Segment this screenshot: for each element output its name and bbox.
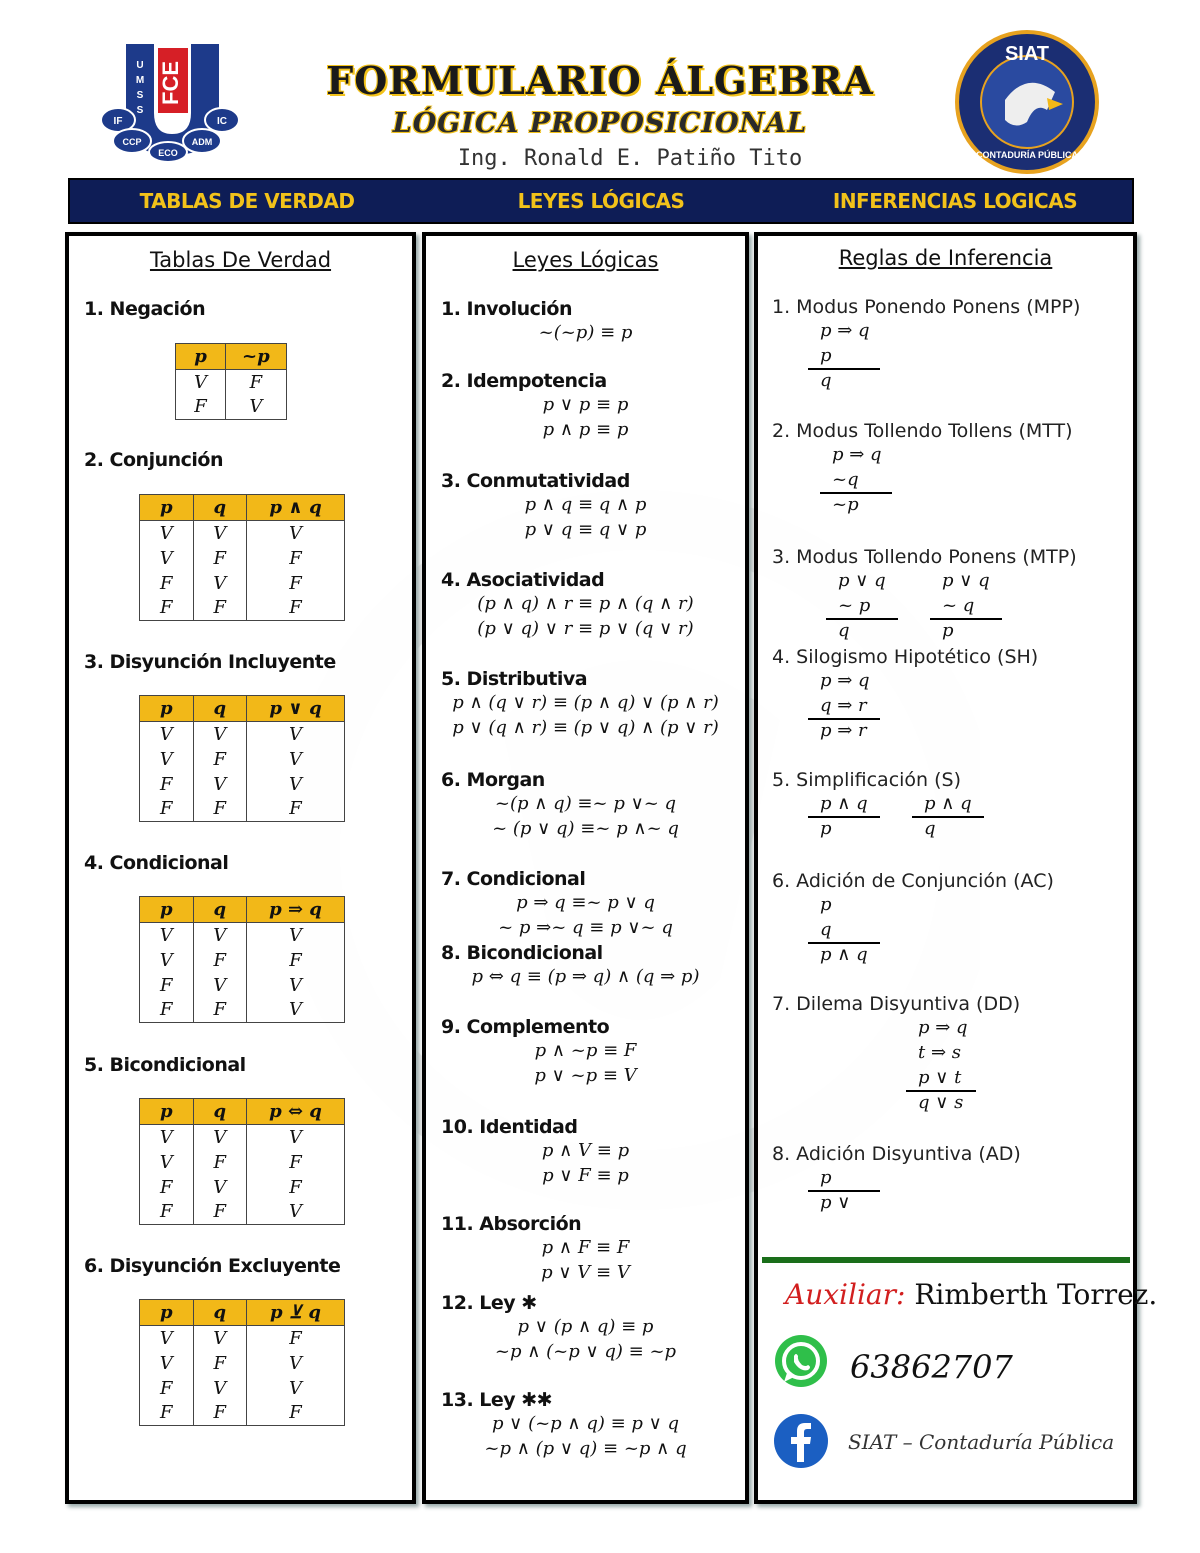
table-row [140,948,345,973]
table-cell: V [193,772,247,797]
truth-table [139,695,345,822]
table-header: p [140,1300,194,1326]
section-title: 3. Disyunción Incluyente [84,651,336,673]
conclusion: q [924,818,936,839]
premise: p [820,1167,832,1188]
table-header: p ⇒ q [247,897,345,923]
table-cell: V [193,722,247,747]
table-row [140,722,345,747]
premise: p ∧ q [820,793,868,814]
table-row [140,1326,345,1351]
table-row [140,1200,345,1225]
table-header: q [193,1300,247,1326]
law-formula: p ∨ q ≡ q ∨ p [524,519,647,540]
table-header: q [193,897,247,923]
table-header: p [140,1099,194,1125]
table-header: p [140,696,194,722]
table-cell: V [247,521,345,546]
premise: p ⇒ q [832,444,882,465]
fraction-line [808,816,880,818]
table-row [140,973,345,998]
premise: p ∨ t [918,1067,962,1088]
table-cell: V [193,1326,247,1351]
table-cell: F [247,596,345,621]
table-cell: V [140,521,194,546]
table-cell: V [226,395,287,420]
table-cell: V [140,948,194,973]
premise: ~ p [838,595,871,616]
law-title: 13. Ley ✱✱ [441,1389,553,1411]
section-title: 6. Disyunción Excluyente [84,1255,341,1277]
svg-text:CCP: CCP [122,137,142,147]
fce-umss-logo [100,38,245,163]
law-formula: p ∧ V ≡ p [541,1140,630,1161]
phone-number: 63862707 [850,1348,1013,1386]
table-row [140,1125,345,1150]
law-formula: p ∨ F ≡ p [542,1165,629,1186]
table-header: p ⇔ q [247,1099,345,1125]
truth-tables-panel [65,232,416,1504]
truth-table-negation [175,343,287,420]
rule-title: 6. Adición de Conjunción (AC) [772,870,1054,892]
table-cell: F [140,571,194,596]
table-cell: F [247,546,345,571]
table-header: p [140,897,194,923]
table-cell: F [176,395,226,420]
premise: p ∧ q [924,793,972,814]
fraction-line [826,618,898,620]
table-row [140,1175,345,1200]
table-header: p [140,495,194,521]
table-cell: V [193,571,247,596]
facebook-icon [770,1410,832,1472]
table-cell: V [247,1125,345,1150]
table-cell: F [193,747,247,772]
table-cell: V [193,1376,247,1401]
law-title: 6. Morgan [441,769,545,791]
table-cell: F [193,797,247,822]
table-header: p ∨ q [247,696,345,722]
whatsapp-icon [770,1330,832,1392]
table-header: ~p [226,344,287,370]
table-row [140,747,345,772]
premise: q ⇒ r [820,695,867,716]
table-cell: F [140,596,194,621]
table-cell: V [247,747,345,772]
table-cell: V [247,973,345,998]
premise: p [820,894,832,915]
table-cell: V [140,1150,194,1175]
table-row [140,521,345,546]
table-header: q [193,495,247,521]
premise: p ∨ q [942,570,990,591]
table-cell: F [193,948,247,973]
section-title: 4. Condicional [84,852,229,874]
table-cell: F [193,1351,247,1376]
svg-text:ECO: ECO [158,148,178,158]
svg-text:ADM: ADM [191,137,213,147]
conclusion: p [820,818,832,839]
svg-text:IC: IC [217,116,227,127]
table-cell: V [247,722,345,747]
premise: ~q [832,469,859,490]
table-row [140,596,345,621]
law-formula: p ∧ ~p ≡ F [534,1040,637,1061]
page-title: FORMULARIO ÁLGEBRA [326,58,874,103]
facebook-page: SIAT – Contaduría Pública [848,1430,1115,1454]
panel-title-leyes: Leyes Lógicas [512,248,659,272]
svg-text:SIAT: SIAT [1004,43,1050,65]
table-row [140,1401,345,1426]
table-row [140,1376,345,1401]
law-formula: ~(~p) ≡ p [538,322,633,343]
table-cell: F [247,948,345,973]
law-title: 12. Ley ✱ [441,1292,537,1314]
logic-laws-panel [422,232,749,1504]
section-nav [68,178,1134,224]
page-subtitle: LÓGICA PROPOSICIONAL [392,108,808,139]
svg-text:M: M [135,75,145,86]
law-formula: p ∨ ~p ≡ V [534,1065,637,1086]
svg-text:S: S [136,90,144,101]
table-cell: F [193,596,247,621]
law-formula: p ∨ p ≡ p [542,394,629,415]
panel-title-inferencia: Reglas de Inferencia [838,246,1053,270]
law-formula: p ∧ (q ∨ r) ≡ (p ∧ q) ∨ (p ∧ r) [452,692,719,713]
nav-tablas: TABLAS DE VERDAD [139,189,355,213]
table-cell: F [193,1150,247,1175]
law-title: 11. Absorción [441,1213,582,1235]
table-cell: F [140,1200,194,1225]
siat-logo [955,30,1100,175]
nav-leyes: LEYES LÓGICAS [517,189,685,213]
conclusion: p ⇒ r [820,720,867,741]
table-cell: V [247,998,345,1023]
table-cell: V [140,747,194,772]
fraction-line [930,618,1002,620]
truth-table [139,494,345,621]
law-formula: p ∨ (~p ∧ q) ≡ p ∨ q [491,1413,680,1434]
law-formula: ~p ∧ (~p ∨ q) ≡ ~p [494,1341,677,1362]
law-formula: ~ p ⇒~ q ≡ p ∨~ q [498,917,673,938]
conclusion: q [820,370,832,391]
table-row [140,1150,345,1175]
nav-inferencias: INFERENCIAS LOGICAS [832,189,1078,213]
law-formula: p ∨ (q ∧ r) ≡ (p ∨ q) ∧ (p ∨ r) [452,717,719,738]
table-cell: F [140,973,194,998]
table-row [140,571,345,596]
table-cell: F [140,1401,194,1426]
conclusion: p ∨ [820,1192,851,1213]
table-cell: F [247,797,345,822]
truth-table [139,1299,345,1426]
table-cell: V [193,973,247,998]
law-formula: (p ∧ q) ∧ r ≡ p ∧ (q ∧ r) [477,593,694,614]
table-cell: V [247,1376,345,1401]
law-formula: p ∧ p ≡ p [542,419,629,440]
premise: p ⇒ q [918,1017,968,1038]
table-cell: V [193,1125,247,1150]
fraction-line [912,816,984,818]
svg-text:CONTADURÍA PÚBLICA: CONTADURÍA PÚBLICA [976,150,1078,160]
table-cell: V [176,370,226,395]
author: Ing. Ronald E. Patiño Tito [457,146,803,171]
table-header: p [176,344,226,370]
conclusion: q ∨ s [918,1092,964,1113]
table-cell: V [140,923,194,948]
auxiliar-label: Auxiliar: [785,1278,906,1311]
law-formula: p ∧ q ≡ q ∧ p [524,494,647,515]
table-row [140,1351,345,1376]
table-cell: V [247,772,345,797]
law-title: 7. Condicional [441,868,586,890]
table-row [140,923,345,948]
table-cell: F [247,1150,345,1175]
rule-title: 4. Silogismo Hipotético (SH) [772,646,1039,668]
truth-table [139,896,345,1023]
table-cell: V [140,1351,194,1376]
law-title: 4. Asociatividad [441,569,605,591]
table-header: q [193,1099,247,1125]
table-cell: F [193,1200,247,1225]
law-formula: p ⇔ q ≡ (p ⇒ q) ∧ (q ⇒ p) [471,966,700,987]
table-row [140,546,345,571]
law-formula: p ∨ V ≡ V [541,1262,630,1283]
table-header: p ⊻ q [247,1300,345,1326]
table-cell: V [247,1200,345,1225]
premise: p [820,345,832,366]
rule-title: 1. Modus Ponendo Ponens (MPP) [772,296,1081,318]
law-title: 9. Complemento [441,1016,610,1038]
table-cell: F [140,1175,194,1200]
law-formula: (p ∨ q) ∨ r ≡ p ∨ (q ∨ r) [477,618,694,639]
table-cell: F [226,370,287,395]
rule-title: 2. Modus Tollendo Tollens (MTT) [772,420,1073,442]
section-title: 2. Conjunción [84,449,223,471]
table-cell: F [247,1401,345,1426]
auxiliar-credit [785,1278,1157,1311]
table-cell: F [193,1401,247,1426]
rule-title: 7. Dilema Disyuntiva (DD) [772,993,1021,1015]
premise: p ∨ q [838,570,886,591]
section-title: 1. Negación [84,298,206,320]
conclusion: p ∧ q [820,944,868,965]
law-title: 8. Bicondicional [441,942,603,964]
truth-table [139,1098,345,1225]
premise: p ⇒ q [820,670,870,691]
table-cell: V [247,923,345,948]
law-title: 3. Conmutatividad [441,470,630,492]
panel-title-tablas: Tablas De Verdad [149,248,332,272]
table-cell: F [140,797,194,822]
premise: t ⇒ s [918,1042,961,1063]
law-title: 10. Identidad [441,1116,578,1138]
rule-title: 5. Simplificación (S) [772,769,962,791]
conclusion: q [838,620,850,641]
rule-title: 8. Adición Disyuntiva (AD) [772,1143,1021,1165]
table-cell: F [140,772,194,797]
svg-text:FCE: FCE [158,61,183,105]
svg-text:U: U [136,60,144,71]
inference-panel [754,232,1137,1504]
table-row [140,998,345,1023]
table-row [176,370,287,395]
law-formula: p ∧ F ≡ F [541,1237,630,1258]
table-cell: F [193,546,247,571]
law-title: 1. Involución [441,298,572,320]
table-cell: V [140,722,194,747]
conclusion: p [942,620,954,641]
law-formula: ~ (p ∨ q) ≡~ p ∧~ q [492,818,679,839]
conclusion: ~p [832,494,859,515]
auxiliar-name: Rimberth Torrez. [914,1278,1158,1311]
table-cell: F [247,1326,345,1351]
law-formula: ~(p ∧ q) ≡~ p ∨~ q [494,793,677,814]
table-cell: V [247,1351,345,1376]
table-cell: V [140,1125,194,1150]
table-cell: V [193,1175,247,1200]
svg-text:S: S [136,105,144,116]
law-title: 5. Distributiva [441,668,588,690]
table-row [140,772,345,797]
table-row [176,395,287,420]
svg-text:IF: IF [113,116,123,127]
table-cell: F [140,998,194,1023]
divider [762,1257,1130,1263]
table-cell: V [193,923,247,948]
table-cell: V [140,546,194,571]
premise: q [820,919,832,940]
fraction-line [808,368,880,370]
section-title: 5. Bicondicional [84,1054,246,1076]
premise: ~ q [942,595,975,616]
law-formula: p ⇒ q ≡~ p ∨ q [516,892,655,913]
table-header: p ∧ q [247,495,345,521]
law-formula: ~p ∧ (p ∨ q) ≡ ~p ∧ q [484,1438,687,1459]
table-header: q [193,696,247,722]
table-cell: F [247,1175,345,1200]
table-cell: F [140,1376,194,1401]
table-cell: F [247,571,345,596]
table-cell: V [193,521,247,546]
table-cell: V [140,1326,194,1351]
table-cell: F [193,998,247,1023]
law-title: 2. Idempotencia [441,370,607,392]
table-row [140,797,345,822]
law-formula: p ∨ (p ∧ q) ≡ p [517,1316,654,1337]
premise: p ⇒ q [820,320,870,341]
rule-title: 3. Modus Tollendo Ponens (MTP) [772,546,1077,568]
